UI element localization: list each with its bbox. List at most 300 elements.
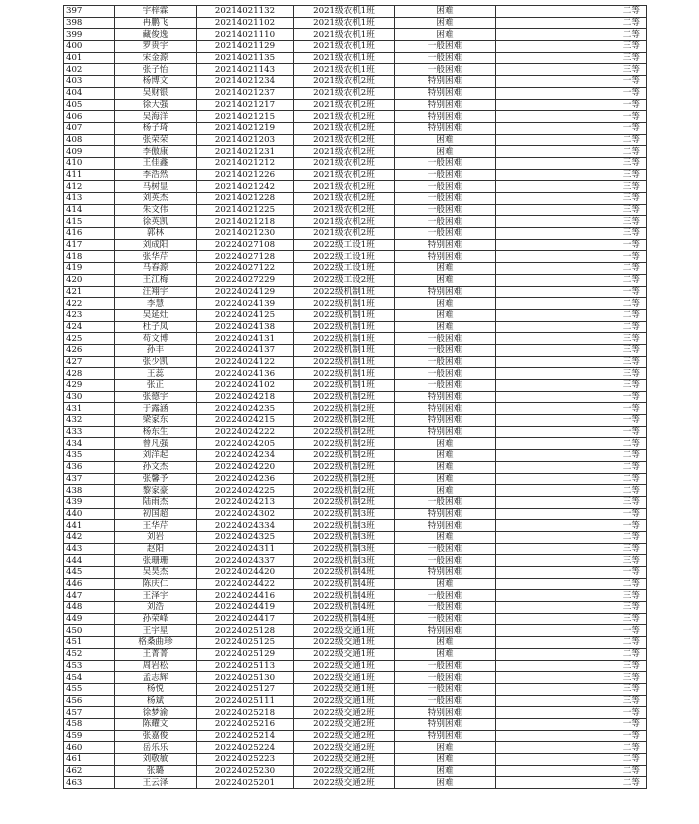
aid-grade-cell: 二等 [496,146,647,158]
table-row [64,754,647,766]
class-name-cell: 2022级机制2班 [294,403,395,415]
table-row [64,380,647,392]
hardship-level-cell: 一般困难 [395,368,496,380]
hardship-level-cell: 特别困难 [395,99,496,111]
hardship-level-cell: 困难 [395,637,496,649]
class-name-cell: 2021级农机1班 [294,17,395,29]
aid-grade-cell: 一等 [496,76,647,88]
class-name-cell: 2021级农机2班 [294,181,395,193]
class-name-cell: 2022级交通2班 [294,707,395,719]
hardship-level-cell: 一般困难 [395,216,496,228]
row-number-cell: 425 [64,333,115,345]
aid-grade-cell: 二等 [496,17,647,29]
student-name-cell: 冉鹏飞 [115,17,197,29]
row-number-cell: 459 [64,730,115,742]
student-name-cell: 杜子凤 [115,321,197,333]
aid-grade-cell: 三等 [496,590,647,602]
student-name-cell: 张华芹 [115,251,197,263]
hardship-level-cell: 一般困难 [395,660,496,672]
student-id-cell: 20214021212 [197,157,294,169]
table-row [64,157,647,169]
student-name-cell: 王云泽 [115,777,197,789]
student-id-cell: 20224025127 [197,683,294,695]
table-row [64,648,647,660]
hardship-level-cell: 一般困难 [395,157,496,169]
aid-grade-cell: 一等 [496,111,647,123]
hardship-level-cell: 特别困难 [395,391,496,403]
row-number-cell: 420 [64,274,115,286]
row-number-cell: 416 [64,228,115,240]
table-row [64,695,647,707]
student-name-cell: 孙荣峰 [115,613,197,625]
aid-grade-cell: 一等 [496,122,647,134]
row-number-cell: 443 [64,543,115,555]
hardship-level-cell: 特别困难 [395,718,496,730]
hardship-level-cell: 困难 [395,321,496,333]
table-row [64,169,647,181]
class-name-cell: 2022级机制4班 [294,613,395,625]
aid-grade-cell: 一等 [496,403,647,415]
table-row [64,660,647,672]
class-name-cell: 2021级农机2班 [294,157,395,169]
class-name-cell: 2022级机制1班 [294,380,395,392]
student-name-cell: 张德宇 [115,391,197,403]
row-number-cell: 423 [64,309,115,321]
hardship-level-cell: 困难 [395,146,496,158]
table-row [64,730,647,742]
hardship-level-cell: 困难 [395,473,496,485]
student-id-cell: 20224024419 [197,602,294,614]
aid-grade-cell: 一等 [496,707,647,719]
hardship-level-cell: 困难 [395,485,496,497]
class-name-cell: 2022级交通1班 [294,695,395,707]
aid-grade-cell: 二等 [496,29,647,41]
table-row [64,239,647,251]
student-name-cell: 陆雨杰 [115,496,197,508]
student-id-cell: 20224024225 [197,485,294,497]
aid-grade-cell: 三等 [496,672,647,684]
table-row [64,590,647,602]
class-name-cell: 2021级农机2班 [294,87,395,99]
student-id-cell: 20224024131 [197,333,294,345]
aid-grade-cell: 三等 [496,602,647,614]
aid-grade-cell: 一等 [496,251,647,263]
aid-grade-cell: 二等 [496,777,647,789]
class-name-cell: 2022级交通1班 [294,637,395,649]
class-name-cell: 2021级农机1班 [294,29,395,41]
student-name-cell: 朱文伟 [115,204,197,216]
student-name-cell: 汪翔宇 [115,286,197,298]
hardship-level-cell: 困难 [395,765,496,777]
table-row [64,765,647,777]
class-name-cell: 2022级机制1班 [294,356,395,368]
student-name-cell: 于露涵 [115,403,197,415]
row-number-cell: 408 [64,134,115,146]
hardship-level-cell: 特别困难 [395,239,496,251]
aid-grade-cell: 二等 [496,274,647,286]
hardship-level-cell: 一般困难 [395,543,496,555]
student-name-cell: 王菁菁 [115,648,197,660]
student-id-cell: 20224024311 [197,543,294,555]
hardship-level-cell: 特别困难 [395,403,496,415]
student-name-cell: 李慧 [115,298,197,310]
table-row [64,29,647,41]
hardship-level-cell: 一般困难 [395,333,496,345]
row-number-cell: 448 [64,602,115,614]
table-row [64,578,647,590]
student-id-cell: 20224025113 [197,660,294,672]
student-id-cell: 20224025130 [197,672,294,684]
aid-grade-cell: 三等 [496,204,647,216]
aid-grade-cell: 二等 [496,263,647,275]
aid-grade-cell: 二等 [496,485,647,497]
student-id-cell: 20224025125 [197,637,294,649]
student-id-cell: 20214021110 [197,29,294,41]
student-id-cell: 20224025224 [197,742,294,754]
student-id-cell: 20224024422 [197,578,294,590]
hardship-level-cell: 困难 [395,438,496,450]
table-row [64,426,647,438]
student-name-cell: 李浩然 [115,169,197,181]
aid-grade-cell: 三等 [496,660,647,672]
row-number-cell: 445 [64,567,115,579]
aid-grade-cell: 三等 [496,52,647,64]
hardship-level-cell: 特别困难 [395,520,496,532]
row-number-cell: 434 [64,438,115,450]
student-name-cell: 徐英凯 [115,216,197,228]
student-id-cell: 20224024136 [197,368,294,380]
class-name-cell: 2022级机制1班 [294,333,395,345]
hardship-level-cell: 特别困难 [395,730,496,742]
student-name-cell: 黎家豪 [115,485,197,497]
row-number-cell: 412 [64,181,115,193]
aid-grade-cell: 三等 [496,181,647,193]
row-number-cell: 415 [64,216,115,228]
student-id-cell: 20224024222 [197,426,294,438]
student-id-cell: 20214021237 [197,87,294,99]
table-row [64,473,647,485]
student-name-cell: 刘岩 [115,531,197,543]
aid-grade-cell: 三等 [496,193,647,205]
class-name-cell: 2022级交通1班 [294,660,395,672]
student-id-cell: 20224024302 [197,508,294,520]
student-id-cell: 20224025128 [197,625,294,637]
hardship-level-cell: 一般困难 [395,41,496,53]
hardship-level-cell: 一般困难 [395,204,496,216]
row-number-cell: 449 [64,613,115,625]
table-row [64,777,647,789]
class-name-cell: 2022级交通1班 [294,625,395,637]
student-name-cell: 陈庆仁 [115,578,197,590]
row-number-cell: 401 [64,52,115,64]
student-name-cell: 曾凡强 [115,438,197,450]
student-id-cell: 20224024213 [197,496,294,508]
student-id-cell: 20224024139 [197,298,294,310]
student-id-cell: 20224024416 [197,590,294,602]
row-number-cell: 398 [64,17,115,29]
class-name-cell: 2021级农机2班 [294,99,395,111]
class-name-cell: 2022级机制4班 [294,602,395,614]
aid-grade-cell: 一等 [496,520,647,532]
student-name-cell: 罗贵宇 [115,41,197,53]
row-number-cell: 405 [64,99,115,111]
student-id-cell: 20224024122 [197,356,294,368]
class-name-cell: 2022级机制4班 [294,578,395,590]
aid-grade-cell: 三等 [496,64,647,76]
student-name-cell: 张璐 [115,765,197,777]
aid-grade-cell: 一等 [496,286,647,298]
row-number-cell: 417 [64,239,115,251]
hardship-level-cell: 困难 [395,263,496,275]
table-row [64,718,647,730]
class-name-cell: 2022级工设1班 [294,263,395,275]
row-number-cell: 429 [64,380,115,392]
student-id-cell: 20224024334 [197,520,294,532]
student-id-cell: 20224024125 [197,309,294,321]
student-id-cell: 20214021242 [197,181,294,193]
row-number-cell: 439 [64,496,115,508]
aid-grade-cell: 二等 [496,578,647,590]
row-number-cell: 453 [64,660,115,672]
student-id-cell: 20224025230 [197,765,294,777]
table-row [64,204,647,216]
hardship-level-cell: 困难 [395,134,496,146]
hardship-level-cell: 困难 [395,450,496,462]
class-name-cell: 2022级工设1班 [294,251,395,263]
class-name-cell: 2021级农机2班 [294,76,395,88]
student-id-cell: 20224025223 [197,754,294,766]
table-row [64,216,647,228]
hardship-level-cell: 特别困难 [395,122,496,134]
row-number-cell: 406 [64,111,115,123]
student-name-cell: 杨子琦 [115,122,197,134]
student-name-cell: 李傲康 [115,146,197,158]
class-name-cell: 2022级机制3班 [294,555,395,567]
aid-grade-cell: 三等 [496,216,647,228]
aid-grade-cell: 二等 [496,637,647,649]
aid-grade-cell: 三等 [496,157,647,169]
class-name-cell: 2022级交通1班 [294,672,395,684]
student-id-cell: 20214021135 [197,52,294,64]
aid-grade-cell: 三等 [496,228,647,240]
student-name-cell: 刘浩 [115,602,197,614]
row-number-cell: 441 [64,520,115,532]
row-number-cell: 399 [64,29,115,41]
aid-grade-cell: 一等 [496,239,647,251]
row-number-cell: 463 [64,777,115,789]
class-name-cell: 2022级机制2班 [294,391,395,403]
row-number-cell: 442 [64,531,115,543]
row-number-cell: 458 [64,718,115,730]
table-row [64,602,647,614]
table-row [64,41,647,53]
aid-grade-cell: 二等 [496,298,647,310]
hardship-level-cell: 特别困难 [395,426,496,438]
row-number-cell: 437 [64,473,115,485]
hardship-level-cell: 困难 [395,578,496,590]
hardship-level-cell: 困难 [395,6,496,18]
row-number-cell: 403 [64,76,115,88]
row-number-cell: 431 [64,403,115,415]
aid-grade-cell: 二等 [496,461,647,473]
student-id-cell: 20214021132 [197,6,294,18]
row-number-cell: 410 [64,157,115,169]
student-id-cell: 20224027229 [197,274,294,286]
student-id-cell: 20214021219 [197,122,294,134]
table-row [64,508,647,520]
hardship-level-cell: 一般困难 [395,602,496,614]
table-row [64,64,647,76]
hardship-level-cell: 一般困难 [395,380,496,392]
table-row [64,228,647,240]
student-name-cell: 徐梦渝 [115,707,197,719]
student-name-cell: 孙丰 [115,344,197,356]
student-name-cell: 刘成阳 [115,239,197,251]
aid-grade-cell: 三等 [496,613,647,625]
class-name-cell: 2022级机制2班 [294,473,395,485]
table-row [64,707,647,719]
student-id-cell: 20214021217 [197,99,294,111]
aid-grade-cell: 二等 [496,648,647,660]
row-number-cell: 419 [64,263,115,275]
row-number-cell: 407 [64,122,115,134]
hardship-level-cell: 一般困难 [395,52,496,64]
student-id-cell: 20224027108 [197,239,294,251]
table-row [64,438,647,450]
class-name-cell: 2022级机制1班 [294,298,395,310]
row-number-cell: 413 [64,193,115,205]
row-number-cell: 433 [64,426,115,438]
table-row [64,76,647,88]
hardship-level-cell: 特别困难 [395,251,496,263]
table-row [64,6,647,18]
class-name-cell: 2022级交通1班 [294,648,395,660]
student-name-cell: 王江梅 [115,274,197,286]
student-id-cell: 20224024205 [197,438,294,450]
student-name-cell: 王佳鑫 [115,157,197,169]
aid-grade-cell: 一等 [496,567,647,579]
aid-grade-cell: 一等 [496,625,647,637]
table-row [64,134,647,146]
table-row [64,637,647,649]
table-row [64,333,647,345]
row-number-cell: 440 [64,508,115,520]
class-name-cell: 2022级机制2班 [294,485,395,497]
student-id-cell: 20224024420 [197,567,294,579]
student-id-cell: 20224024235 [197,403,294,415]
hardship-level-cell: 一般困难 [395,64,496,76]
class-name-cell: 2022级机制1班 [294,309,395,321]
class-name-cell: 2022级交通2班 [294,777,395,789]
student-id-cell: 20214021143 [197,64,294,76]
student-id-cell: 20224024129 [197,286,294,298]
student-id-cell: 20224024234 [197,450,294,462]
table-row [64,263,647,275]
table-row [64,181,647,193]
aid-grade-cell: 三等 [496,555,647,567]
table-row [64,368,647,380]
class-name-cell: 2021级农机1班 [294,41,395,53]
hardship-level-cell: 一般困难 [395,344,496,356]
table-row [64,356,647,368]
student-id-cell: 20224025218 [197,707,294,719]
student-id-cell: 20214021129 [197,41,294,53]
aid-grade-cell: 二等 [496,321,647,333]
row-number-cell: 402 [64,64,115,76]
table-row [64,672,647,684]
hardship-level-cell: 特别困难 [395,508,496,520]
row-number-cell: 397 [64,6,115,18]
class-name-cell: 2022级机制3班 [294,531,395,543]
class-name-cell: 2022级机制4班 [294,590,395,602]
table-row [64,543,647,555]
class-name-cell: 2022级交通2班 [294,754,395,766]
class-name-cell: 2022级交通2班 [294,718,395,730]
class-name-cell: 2021级农机2班 [294,122,395,134]
hardship-level-cell: 困难 [395,17,496,29]
hardship-level-cell: 困难 [395,309,496,321]
student-id-cell: 20214021234 [197,76,294,88]
student-id-cell: 20224024236 [197,473,294,485]
row-number-cell: 455 [64,683,115,695]
student-id-cell: 20224025201 [197,777,294,789]
aid-grade-cell: 二等 [496,765,647,777]
hardship-level-cell: 一般困难 [395,555,496,567]
student-name-cell: 张珊珊 [115,555,197,567]
hardship-level-cell: 一般困难 [395,193,496,205]
student-id-cell: 20214021218 [197,216,294,228]
table-row [64,567,647,579]
table-row [64,321,647,333]
table-row [64,461,647,473]
student-name-cell: 王华芹 [115,520,197,532]
row-number-cell: 430 [64,391,115,403]
hardship-level-cell: 困难 [395,754,496,766]
student-name-cell: 苟文博 [115,333,197,345]
row-number-cell: 435 [64,450,115,462]
student-name-cell: 周岩松 [115,660,197,672]
row-number-cell: 456 [64,695,115,707]
class-name-cell: 2022级机制1班 [294,368,395,380]
student-id-cell: 20224024215 [197,415,294,427]
student-name-cell: 宋金源 [115,52,197,64]
table-row [64,251,647,263]
student-name-cell: 张荣荣 [115,134,197,146]
row-number-cell: 450 [64,625,115,637]
table-row [64,450,647,462]
class-name-cell: 2021级农机1班 [294,64,395,76]
hardship-level-cell: 一般困难 [395,613,496,625]
student-id-cell: 20224027122 [197,263,294,275]
aid-grade-cell: 二等 [496,450,647,462]
class-name-cell: 2022级机制2班 [294,450,395,462]
hardship-level-cell: 特别困难 [395,707,496,719]
class-name-cell: 2022级机制2班 [294,438,395,450]
table-row [64,87,647,99]
class-name-cell: 2022级机制1班 [294,344,395,356]
row-number-cell: 421 [64,286,115,298]
student-id-cell: 20224024218 [197,391,294,403]
student-id-cell: 20214021230 [197,228,294,240]
table-row [64,344,647,356]
aid-grade-cell: 二等 [496,438,647,450]
row-number-cell: 404 [64,87,115,99]
class-name-cell: 2022级机制4班 [294,567,395,579]
student-name-cell: 王蕊 [115,368,197,380]
student-id-cell: 20224025216 [197,718,294,730]
row-number-cell: 414 [64,204,115,216]
class-name-cell: 2021级农机2班 [294,204,395,216]
